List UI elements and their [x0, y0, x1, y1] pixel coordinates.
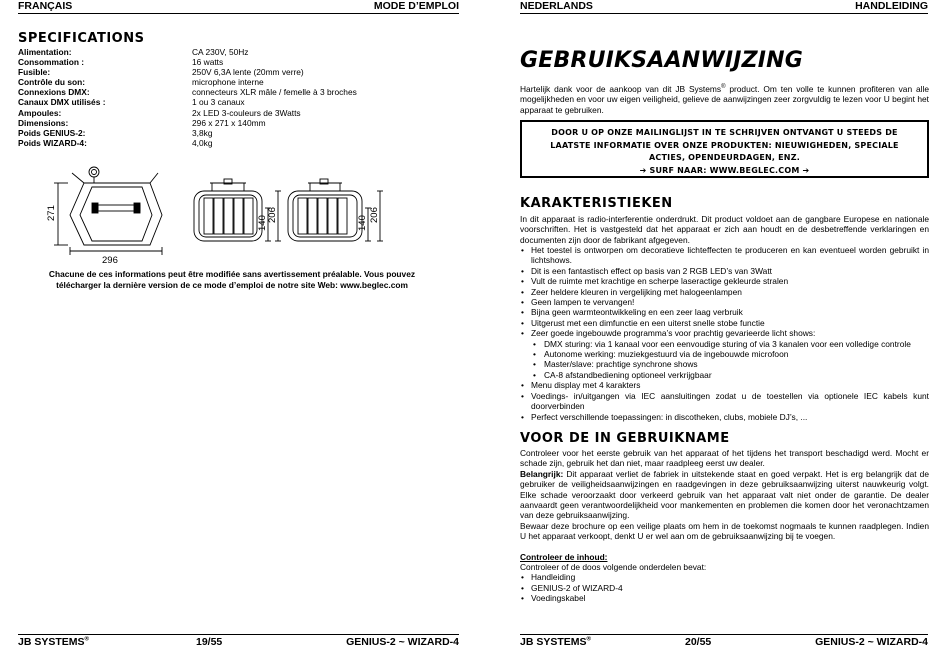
contents-item: [520, 583, 929, 593]
spec-label: Consommation :: [18, 57, 85, 68]
spec-label: Poids WIZARD-4:: [18, 137, 87, 148]
spec-row: [18, 97, 458, 107]
dim-271: 271: [46, 205, 57, 221]
spec-row: [18, 47, 458, 57]
header-section: HANDLEIDING: [855, 0, 928, 12]
contents-item-text: Voedingskabel: [531, 593, 586, 604]
front-view-wizard: [194, 179, 262, 241]
before-use-p2: [520, 469, 929, 521]
spec-label: Canaux DMX utilisés :: [18, 97, 106, 108]
mailing-list-box: [520, 120, 929, 178]
spec-row: [18, 128, 458, 138]
intro-text-b: product. Om ten volle te kunnen profiteren van alle mogelijkheden en voor uw eigen veiligheid, gelieve de aanwijzingen zeer zorgvuldig te lezen voor U begint het apparaat te gebruiken.: [520, 84, 929, 115]
footer-model: GENIUS-2 ~ WIZARD-4: [815, 636, 928, 648]
feature-item: • Het toestel is ontworpen om decoratieve lichteffecten te produceren en kan eventueel worden gebruikt in lichtshows.: [520, 245, 929, 266]
feature-item: • Bijna geen warmteontwikkeling en een zeer laag verbruik: [520, 307, 929, 317]
bullet-icon: •: [521, 572, 524, 583]
mail-line-4: ➔ SURF NAAR: WWW.BEGLEC.COM ➔: [639, 165, 810, 175]
mail-line-3: ACTIES, OPENDEURDAGEN, ENZ.: [649, 153, 800, 162]
specifications-heading: SPECIFICATIONS: [18, 31, 145, 46]
mail-line-2: LAATSTE INFORMATIE OVER ONZE PRODUKTEN: NIEUWIGHEDEN, SPECIALE: [550, 140, 899, 150]
intro-text-a: Hartelijk dank voor de aankoop van dit JB Systems: [520, 84, 722, 94]
feature-item: • Vult de ruimte met krachtige en scherpe laseractige gekleurde stralen: [520, 276, 929, 286]
spec-row: [18, 138, 458, 148]
contents-item-text: GENIUS-2 of WIZARD-4: [531, 582, 623, 593]
intro-paragraph: [520, 84, 929, 115]
contents-item-text: Handleiding: [531, 572, 576, 583]
main-title: GEBRUIKSAANWIJZING: [520, 48, 804, 73]
spec-value: 3,8kg: [192, 127, 213, 138]
spec-label: Ampoules:: [18, 107, 62, 118]
spec-row: [18, 87, 458, 97]
footer-registered: ®: [84, 636, 89, 643]
page-footer-left: [18, 634, 459, 648]
footer-brand: [520, 636, 591, 649]
spec-label: Fusible:: [18, 67, 51, 78]
bullet-icon: •: [521, 593, 524, 604]
feature-item: • Zeer heldere kleuren in vergelijking met halogeenlampen: [520, 287, 929, 297]
side-view-outline: [70, 167, 162, 245]
header-language: NEDERLANDS: [520, 0, 593, 12]
spec-label: Dimensions:: [18, 117, 69, 128]
page-footer-right: [520, 634, 928, 648]
contents-heading: Controleer de inhoud:: [520, 551, 608, 562]
spec-row: [18, 77, 458, 87]
before-use-p3: Bewaar deze brochure op een veilige plaats om hem in de toekomst nogmaals te kunnen raadplegen. Indien U het apparaat verkoopt, denkt U er wel aan om de gebruiksaanwijzing bij te voegen.: [520, 520, 929, 542]
spec-row: [18, 67, 458, 77]
feature-item: • Zeer goede ingebouwde programma’s voor prachtig gevarieerde licht shows:: [520, 328, 929, 338]
feature-item: • Dit is een fantastisch effect op basis van 2 RGB LED’s van 3Watt: [520, 266, 929, 276]
before-use-p1: Controleer voor het eerste gebruik van het apparaat of het tijdens het transport beschadigd werd. Mocht er schade zijn, gebruik het dan niet, maar raadpleeg eerst uw dealer.: [520, 448, 929, 469]
footer-brand-text: JB SYSTEMS: [520, 636, 587, 648]
header-language: FRANÇAIS: [18, 0, 73, 12]
footer-brand-text: JB SYSTEMS: [18, 636, 85, 648]
spec-row: [18, 57, 458, 67]
contents-item: [520, 593, 929, 603]
spec-value: 4,0kg: [192, 137, 213, 148]
mail-line-1: DOOR U OP ONZE MAILINGLIJST IN TE SCHRIJVEN ONTVANGT U STEEDS DE: [551, 128, 898, 137]
dim-140-genius: 140: [357, 215, 368, 231]
spec-value: CA 230V, 50Hz: [192, 47, 249, 57]
header-section: MODE D’EMPLOI: [373, 0, 459, 12]
disclaimer-line-1: Chacune de ces informations peut être modifiée sans avertissement préalable. Vous pouvez: [48, 269, 416, 279]
contents-list: [520, 572, 929, 603]
dim-140-wizard: 140: [257, 215, 268, 231]
before-use-p2-text: Dit apparaat verliet de fabriek in uitstekende staat en goed verpakt. Het is erg belangrijk dat de gebruiker de veiligheidsaanwijzingen en raadgevingen in deze gebruiksaanwijzing uiterst nauwkeurig volgt. Elke schade veroorzaakt door verkeerd gebruik van het apparaat valt niet onder de garantie. De dealer aanvaardt geen verantwoordelijkheid voor mankementen en problemen die komen door het veronachtzamen van deze gebruiksaanwijzing.: [520, 468, 929, 521]
contents-item: [520, 572, 929, 582]
feature-item: • Voedings- in/uitgangen via IEC aansluitingen zodat u de toestellen via optionele IEC kabels kunt doorverbinden: [520, 391, 929, 412]
feature-subitem: • DMX sturing: via 1 kanaal voor een eenvoudige sturing of via 3 kanalen voor een volledige controle: [520, 339, 929, 349]
specifications-table: [18, 47, 458, 148]
spec-value: 250V 6,3A lente (20mm verre): [192, 67, 304, 78]
spec-label: Connexions DMX:: [18, 87, 90, 98]
spec-label: Contrôle du son:: [18, 77, 85, 88]
spec-row: [18, 118, 458, 128]
feature-subitem: • CA-8 afstandbediening optioneel verkrijgbaar: [520, 370, 929, 380]
footer-registered: ®: [586, 636, 591, 643]
spec-value: 16 watts: [192, 57, 224, 68]
page-header-right: [520, 0, 928, 14]
important-label: Belangrijk:: [520, 468, 564, 479]
feature-item: • Menu display met 4 karakters: [520, 380, 929, 390]
before-use-text: [520, 448, 929, 604]
footer-page-number: 19/55: [196, 636, 223, 648]
intro-registered: ®: [721, 84, 726, 91]
feature-subitem: • Master/slave: prachtige synchrone shows: [520, 359, 929, 369]
feature-list: [520, 245, 929, 422]
dim-206-genius: 206: [369, 207, 380, 223]
contents-intro: Controleer of de doos volgende onderdelen bevat:: [520, 562, 707, 573]
disclaimer: [22, 269, 442, 290]
before-use-heading: VOOR DE IN GEBRUIKNAME: [520, 431, 730, 446]
footer-brand: [18, 636, 89, 649]
feature-item: • Uitgerust met een dimfunctie en een uiterst snelle stobe functie: [520, 318, 929, 328]
front-view-genius: [288, 179, 362, 241]
disclaimer-line-2: télécharger la dernière version de ce mode d’emploi de notre site Web: www.beglec.com: [56, 279, 408, 290]
page-header-left: [18, 0, 459, 14]
feature-subitem: • Autonome werking: muziekgestuurd via de ingebouwde microfoon: [520, 349, 929, 359]
bullet-icon: •: [521, 582, 524, 593]
spec-value: 2x LED 3-couleurs de 3Watts: [192, 107, 301, 118]
spec-value: microphone interne: [192, 77, 264, 88]
spec-row: [18, 108, 458, 118]
spec-value: 1 ou 3 canaux: [192, 97, 245, 108]
footer-model: GENIUS-2 ~ WIZARD-4: [346, 636, 459, 648]
spec-label: Poids GENIUS-2:: [18, 127, 86, 138]
spec-label: Alimentation:: [18, 47, 72, 57]
footer-page-number: 20/55: [685, 636, 712, 648]
characteristics-heading: KARAKTERISTIEKEN: [520, 196, 673, 211]
feature-item: • Geen lampen te vervangen!: [520, 297, 929, 307]
dim-206-wizard: 206: [267, 207, 278, 223]
dimension-drawing: [32, 165, 452, 265]
feature-item: • Perfect verschillende toepassingen: in discotheken, clubs, mobiele DJ’s, ...: [520, 412, 929, 422]
dim-296: 296: [102, 255, 118, 265]
characteristics-intro: In dit apparaat is radio-interferentie onderdrukt. Dit product voldoet aan de gangbare Europese en nationale voorschriften. Het is vastgesteld dat het apparaat er zich aan houdt en de desbetreffende verklaringen en documenten zijn door de fabrikant afgegeven.: [520, 214, 929, 245]
spec-value: 296 x 271 x 140mm: [192, 117, 266, 128]
spec-value: connecteurs XLR mâle / femelle à 3 broches: [192, 87, 357, 98]
